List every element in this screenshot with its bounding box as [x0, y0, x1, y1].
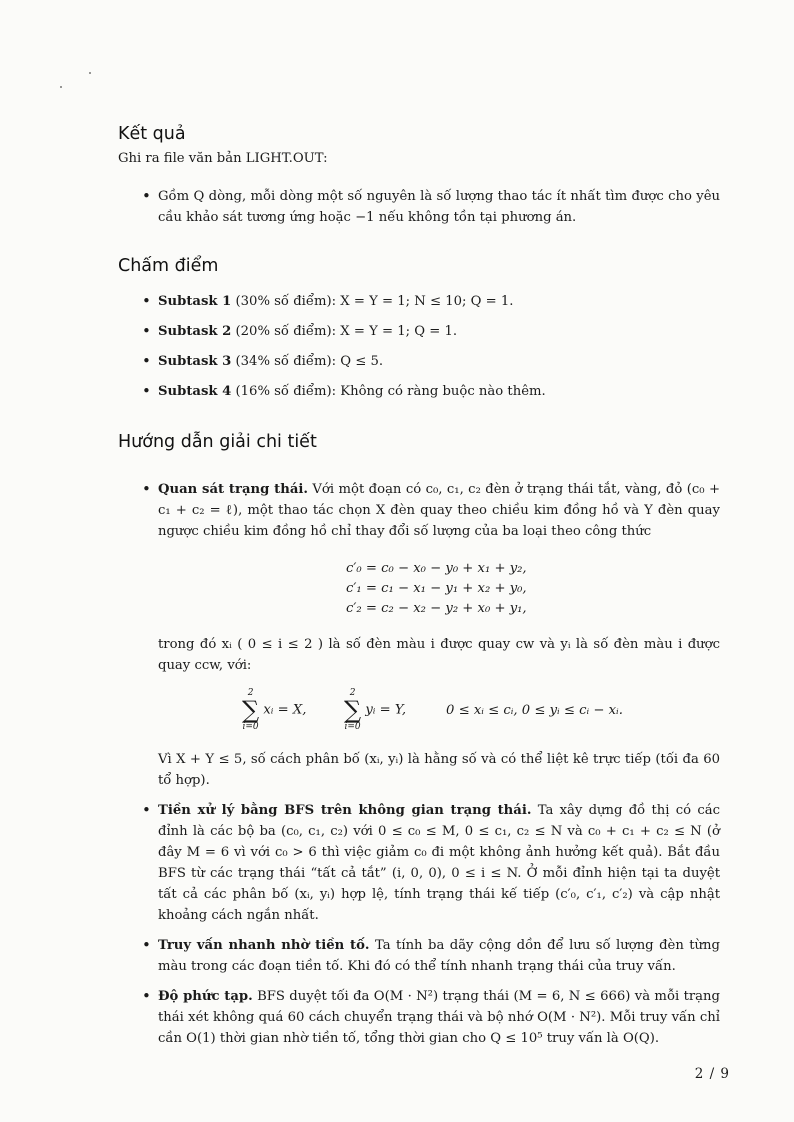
guide-where-text: trong đó xᵢ ( 0 ≤ i ≤ 2 ) là số đèn màu i được quay cw và yᵢ là số đèn màu i được quay ccw, với: — [158, 637, 720, 673]
guide-list-a3 — [140, 749, 720, 791]
subtask-text: (20% số điểm): X = Y = 1; Q = 1. — [235, 324, 458, 339]
sigma-bottom: i=0 — [242, 722, 259, 732]
guide-label: Độ phức tạp. — [158, 989, 253, 1004]
guide-list-a2 — [140, 634, 720, 676]
subtask-text: (16% số điểm): Không có ràng buộc nào thêm. — [235, 384, 546, 399]
sigma-top: 2 — [247, 688, 254, 698]
guide-list-b — [140, 800, 720, 1049]
guide-label: Tiền xử lý bằng BFS trên không gian trạng thái. — [158, 803, 532, 818]
guide-item-state — [140, 479, 720, 542]
subtask-text: (34% số điểm): Q ≤ 5. — [235, 354, 384, 369]
guide-text: BFS duyệt tối đa O(M · N²) trạng thái (M = 6, N ≤ 666) và mỗi trạng thái xét không quá 60 cách chuyển trạng thái và bộ nhớ O(M · N²). Mỗi truy vấn chỉ cần O(1) thời gian nhờ tiền tố, tổng thời gian cho Q ≤ 10⁵ truy vấn là O(Q). — [158, 989, 720, 1046]
subtask-label: Subtask 3 — [158, 354, 232, 369]
subtask-list — [140, 291, 720, 402]
output-item: • Gồm Q dòng, mỗi dòng một số nguyên là số lượng thao tác ít nhất tìm được cho yêu cầu khảo sát tương ứng hoặc −1 nếu không tồn tại phương án. — [140, 186, 720, 228]
subtask-item — [140, 321, 720, 342]
subtask-item — [140, 381, 720, 402]
condition-text: 0 ≤ xᵢ ≤ cᵢ, 0 ≤ yᵢ ≤ cᵢ − xᵢ. — [446, 703, 623, 718]
sigma-bottom: i=0 — [344, 722, 361, 732]
scan-speck — [60, 86, 62, 88]
summation-y — [344, 688, 406, 732]
guide-item-bfs — [140, 800, 720, 926]
subtask-label: Subtask 4 — [158, 384, 232, 399]
output-intro: Ghi ra file văn bản LIGHT.OUT: — [118, 151, 328, 166]
summation-condition — [446, 703, 623, 718]
summation-x — [242, 688, 306, 732]
sum-y-text: yᵢ = Y, — [365, 702, 407, 718]
guide-text: Với một đoạn có c₀, c₁, c₂ đèn ở trạng thái tắt, vàng, đỏ (c₀ + c₁ + c₂ = ℓ), một thao tác chọn X đèn quay theo chiều kim đồng hồ và Y đèn quay ngược chiều kim đồng hồ chỉ thay đổi số lượng của ba loại theo công thức — [158, 482, 720, 539]
subtask-text: (30% số điểm): X = Y = 1; N ≤ 10; Q = 1. — [235, 294, 514, 309]
guide-label: Quan sát trạng thái. — [158, 482, 308, 497]
guide-list-a — [140, 479, 720, 542]
sum-x-text: xᵢ = X, — [263, 702, 307, 718]
sigma-y — [344, 688, 361, 732]
guide-text: Ta tính ba dãy cộng dồn để lưu số lượng đèn từng màu trong các đoạn tiền tố. Khi đó có thể tính nhanh trạng thái của truy vấn. — [158, 938, 720, 974]
formula-c1: c′₁ = c₁ − x₁ − y₁ + x₂ + y₀, — [346, 581, 527, 596]
page-number: 2 / 9 — [694, 1066, 730, 1082]
sigma-icon: ∑ — [242, 696, 260, 724]
guide-text: Ta xây dựng đồ thị có các đỉnh là các bộ ba (c₀, c₁, c₂) với 0 ≤ c₀ ≤ M, 0 ≤ c₁, c₂ ≤ N và c₀ + c₁ + c₂ ≤ N (ở đây M = 6 vì với c₀ > 6 thì việc giảm c₀ đi một không ảnh hưởng kết quả). Bắt đầu BFS từ các trạng thái “tất cả tắt” (i, 0, 0), 0 ≤ i ≤ N. Ở mỗi đỉnh hiện tại ta duyệt tất cả các phân bố (xᵢ, yᵢ) hợp lệ, tính trạng thái kế tiếp (c′₀, c′₁, c′₂) và cập nhật khoảng cách ngắn nhất. — [158, 803, 720, 923]
subtask-item — [140, 351, 720, 372]
guide-after — [140, 749, 720, 791]
guide-item-prefix — [140, 935, 720, 977]
guide-label: Truy vấn nhanh nhờ tiền tố. — [158, 938, 370, 953]
formula-c2: c′₂ = c₂ − x₂ − y₂ + x₀ + y₁, — [346, 601, 527, 616]
guide-item-complexity — [140, 986, 720, 1049]
guide-after-text: Vì X + Y ≤ 5, số cách phân bố (xᵢ, yᵢ) là hằng số và có thể liệt kê trực tiếp (tối đa 60 tổ hợp). — [158, 752, 720, 788]
section-title-ket-qua: Kết quả — [118, 124, 186, 144]
sigma-x — [242, 688, 259, 732]
formula-c0: c′₀ = c₀ − x₀ − y₀ + x₁ + y₂, — [346, 561, 527, 576]
output-list — [140, 186, 720, 228]
subtask-label: Subtask 1 — [158, 294, 232, 309]
sigma-top: 2 — [349, 688, 356, 698]
section-title-cham-diem: Chấm điểm — [118, 256, 219, 276]
section-title-huong-dan: Hướng dẫn giải chi tiết — [118, 432, 317, 452]
sigma-icon: ∑ — [344, 696, 362, 724]
subtask-item — [140, 291, 720, 312]
guide-where — [140, 634, 720, 676]
subtask-label: Subtask 2 — [158, 324, 232, 339]
scan-speck — [89, 72, 91, 74]
